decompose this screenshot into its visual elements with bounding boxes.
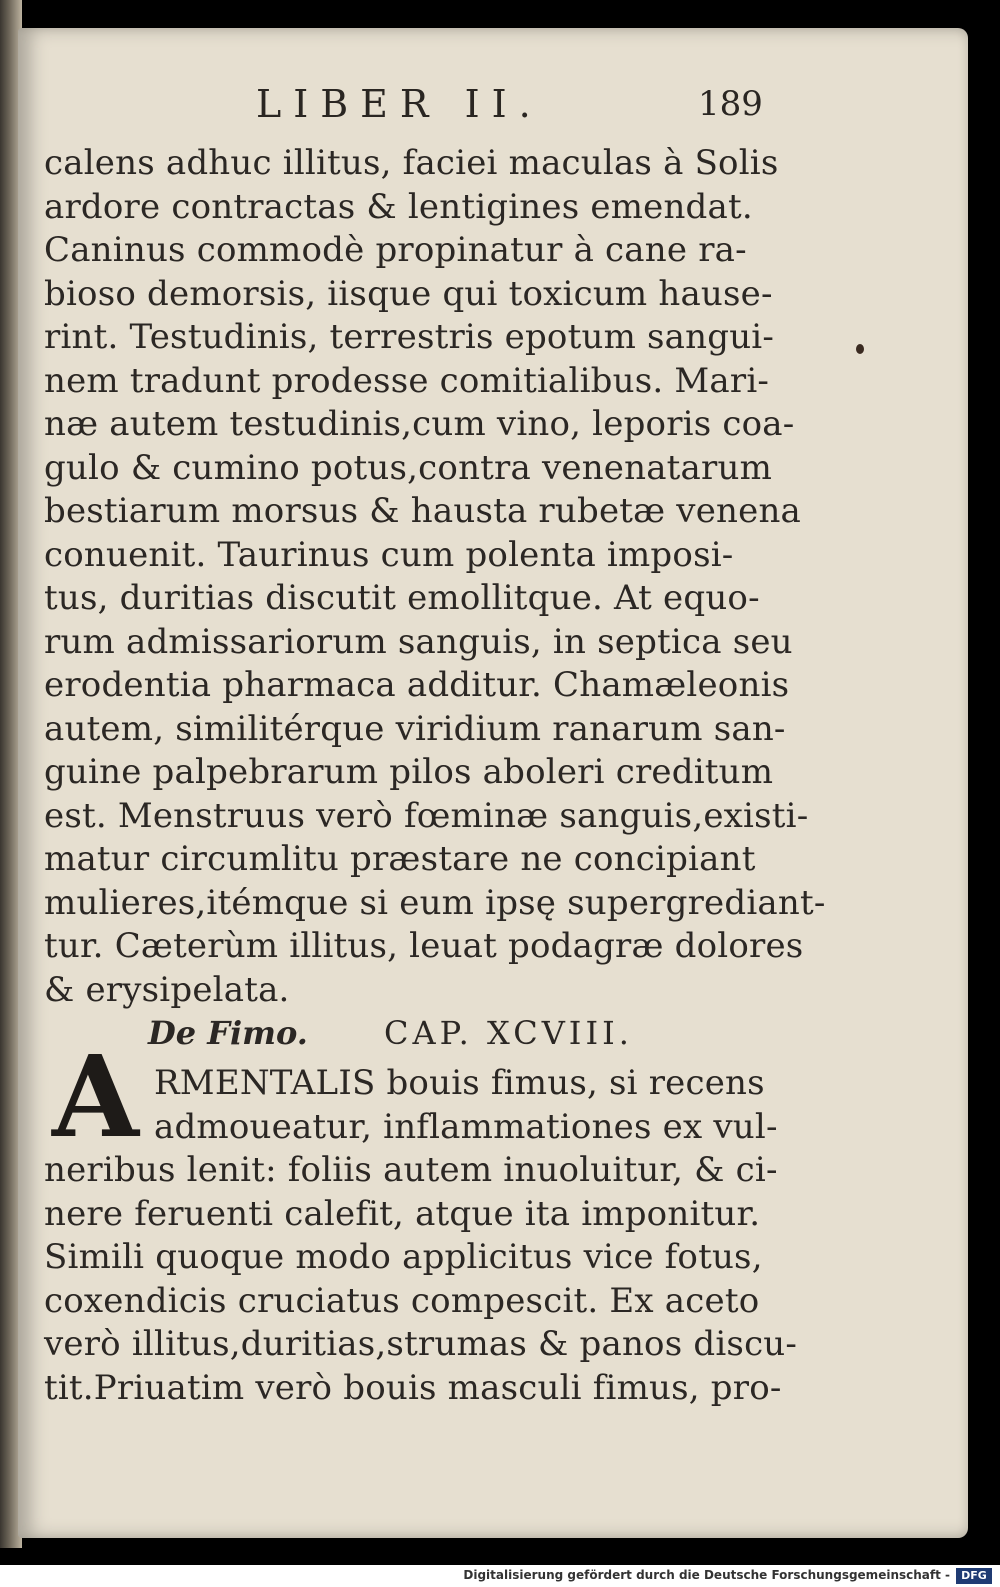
text-line: coxendicis cruciatus compescit. Ex aceto	[44, 1280, 760, 1321]
text-line: verò illitus,duritias,strumas & panos discu-	[44, 1324, 798, 1364]
text-line: rum admissariorum sanguis, in septica seu	[44, 621, 793, 662]
page-number: 189	[698, 84, 763, 124]
chapter-title: De Fimo.	[148, 1014, 308, 1052]
text-line: mulieres,itémque si eum ipsę supergrediant-	[44, 882, 826, 923]
text-line: erodentia pharmaca additur. Chamæleonis	[44, 665, 790, 705]
chapter-text-block	[44, 1062, 798, 1410]
main-text-block	[44, 142, 826, 1012]
text-line: calens adhuc illitus, faciei maculas à Solis	[44, 143, 779, 183]
text-line: autem, similitérque viridium ranarum san-	[44, 708, 786, 749]
ink-spot	[856, 344, 864, 354]
drop-cap-initial: A	[52, 1032, 139, 1163]
text-line: Simili quoque modo applicitus vice fotus,	[44, 1237, 763, 1277]
text-line: nem tradunt prodesse comitialibus. Mari-	[44, 360, 770, 401]
book-page	[18, 28, 968, 1538]
text-line: gulo & cumino potus,contra venenatarum	[44, 447, 773, 488]
text-line: rint. Testudinis, terrestris epotum sangui-	[44, 317, 775, 357]
text-line: matur circumlitu præstare ne concipiant	[44, 839, 756, 879]
text-line: næ autem testudinis,cum vino, leporis coa-	[44, 404, 795, 444]
text-line: Caninus commodè propinatur à cane ra-	[44, 230, 747, 270]
text-line: admoueatur, inflammationes ex vul-	[154, 1106, 778, 1147]
text-line: neribus lenit: foliis autem inuoluitur, & ci-	[44, 1150, 778, 1190]
text-line: ardore contractas & lentigines emendat.	[44, 186, 753, 227]
text-line: bestiarum morsus & hausta rubetæ venena	[44, 491, 802, 531]
page-header	[18, 82, 968, 126]
chapter-heading	[148, 1014, 798, 1058]
text-line: guine palpebrarum pilos aboleri creditum	[44, 752, 774, 792]
text-line: tur. Cæterùm illitus, leuat podagræ dolores	[44, 926, 804, 966]
text-line: bioso demorsis, iisque qui toxicum hause-	[44, 273, 773, 314]
digitization-footer	[0, 1565, 1000, 1587]
text-line: conuenit. Taurinus cum polenta imposi-	[44, 534, 734, 575]
text-line: RMENTALIS bouis fimus, si recens	[154, 1063, 765, 1103]
text-line: tit.Priuatim verò bouis masculi fimus, pro-	[44, 1367, 782, 1408]
text-line: nere feruenti calefit, atque ita imponitur.	[44, 1193, 761, 1234]
text-line: tus, duritias discutit emollitque. At equo-	[44, 578, 760, 618]
dfg-logo: DFG	[956, 1568, 992, 1584]
funding-notice: Digitalisierung gefördert durch die Deutsche Forschungsgemeinschaft -	[463, 1568, 950, 1582]
chapter-number: CAP. XCVIII.	[384, 1014, 633, 1052]
text-line: est. Menstruus verò fœminæ sanguis,existi-	[44, 795, 809, 836]
text-line: & erysipelata.	[44, 969, 290, 1010]
running-title: LIBER II.	[256, 82, 543, 126]
